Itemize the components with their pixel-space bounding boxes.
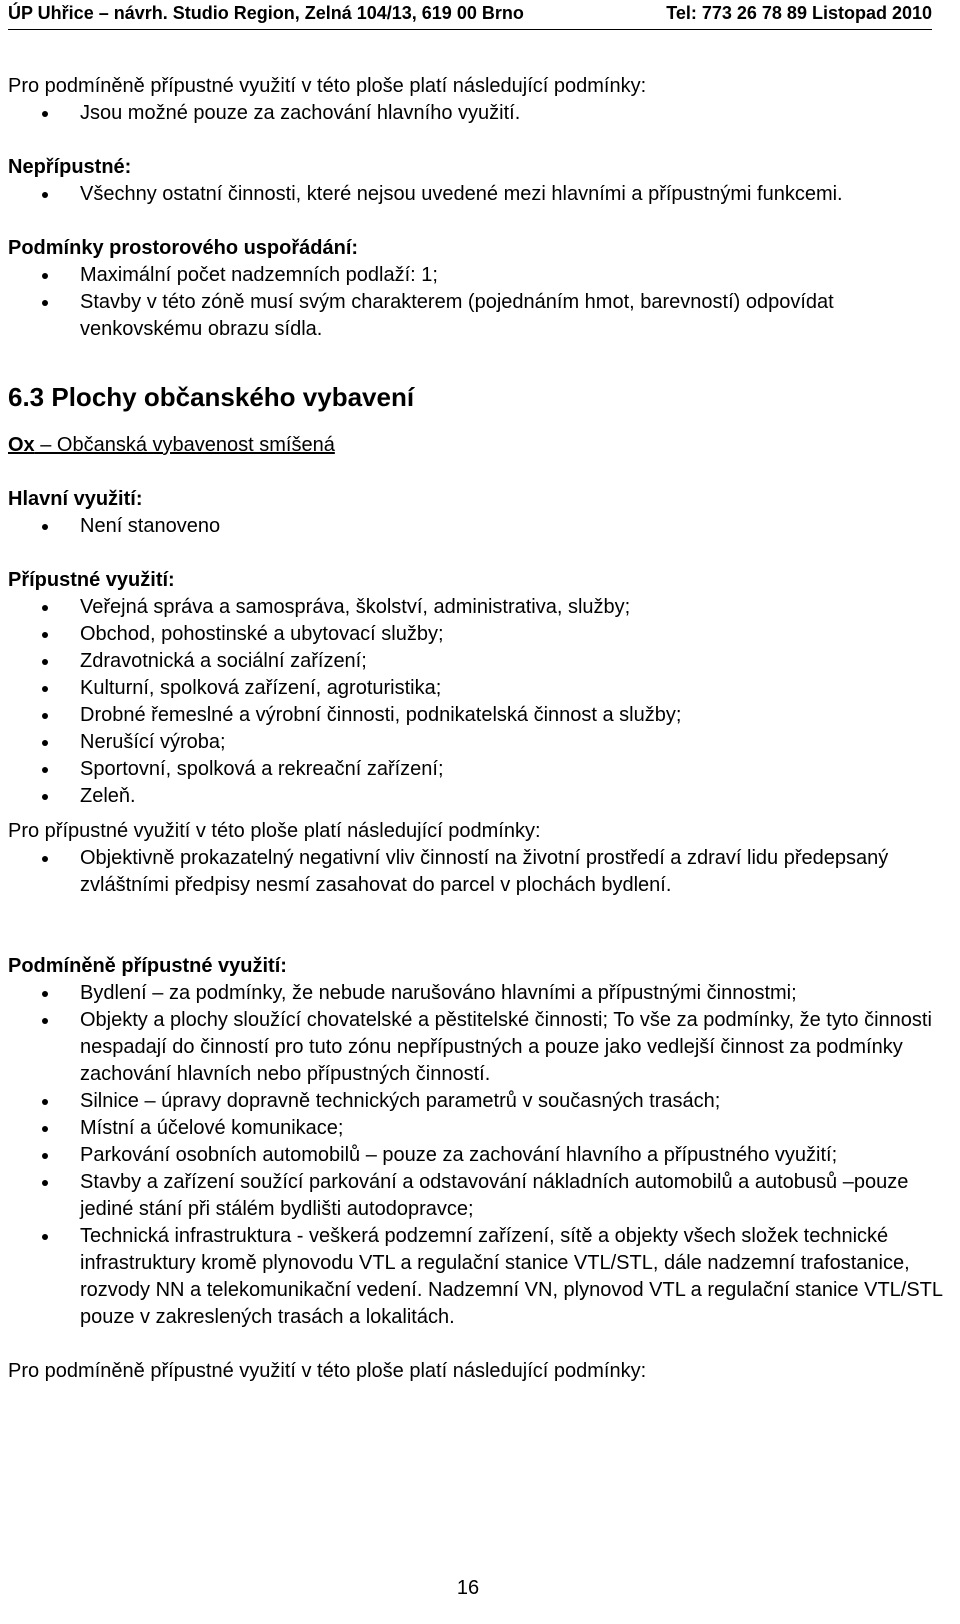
- main-use-heading: Hlavní využití:: [8, 488, 143, 510]
- page-header: [8, 3, 932, 30]
- list-item: Jsou možné pouze za zachování hlavního využití.: [8, 100, 943, 127]
- list-item: Místní a účelové komunikace;: [8, 1115, 943, 1142]
- document-body: [8, 73, 943, 1385]
- conditional-list: [8, 980, 943, 1331]
- list-item: Zeleň.: [8, 783, 943, 810]
- prohibited-list: [8, 181, 943, 208]
- list-item: Stavby a zařízení soužící parkování a odstavování nákladních automobilů a autobusů –pouze jediné stání při stálém bydlišti autodopravce;: [8, 1169, 943, 1223]
- permitted-conditions-intro: Pro přípustné využití v této ploše platí následující podmínky:: [8, 820, 541, 842]
- section-subtitle: [8, 432, 943, 459]
- conditional-heading: Podmíněně přípustné využití:: [8, 955, 287, 977]
- header-left-text: ÚP Uhřice – návrh. Studio Region, Zelná 104/13, 619 00 Brno: [8, 3, 524, 23]
- list-item: Technická infrastruktura - veškerá podzemní zařízení, sítě a objekty všech složek technické infrastruktury kromě plynovodu VTL a regulační stanice VTL/STL, dále nadzemní trafostanice, rozvody NN a telekomunikační vedení. Nadzemní VN, plynovod VTL a regulační stanice VTL/STL pouze v zakreslených trasách a lokalitách.: [8, 1223, 943, 1331]
- list-item: Zdravotnická a sociální zařízení;: [8, 648, 943, 675]
- conditional-conditions-intro-2: Pro podmíněně přípustné využití v této ploše platí následující podmínky:: [8, 1360, 647, 1382]
- list-item: Kulturní, spolková zařízení, agroturistika;: [8, 675, 943, 702]
- list-item: Objekty a plochy sloužící chovatelské a pěstitelské činnosti; To vše za podmínky, že tyto činnosti nespadají do činností pro tuto zónu nepřípustných a pouze jako vedlejší činnost za podmínky zachování hlavních nebo přípustných činností.: [8, 1007, 943, 1088]
- list-item: Není stanoveno: [8, 513, 943, 540]
- zone-code: Ox: [8, 434, 35, 456]
- permitted-conditions-list: [8, 845, 943, 899]
- list-item: Parkování osobních automobilů – pouze za zachování hlavního a přípustného využití;: [8, 1142, 943, 1169]
- header-right-text: Tel: 773 26 78 89 Listopad 2010: [666, 3, 932, 23]
- main-use-list: [8, 513, 943, 540]
- list-item: Všechny ostatní činnosti, které nejsou uvedené mezi hlavními a přípustnými funkcemi.: [8, 181, 943, 208]
- spatial-heading: Podmínky prostorového uspořádání:: [8, 237, 359, 259]
- prohibited-heading: Nepřípustné:: [8, 156, 132, 178]
- conditional-conditions-list: [8, 100, 943, 127]
- list-item: Nerušící výroba;: [8, 729, 943, 756]
- list-item: Stavby v této zóně musí svým charakterem (pojednáním hmot, barevností) odpovídat venkovskému obrazu sídla.: [8, 289, 943, 343]
- conditional-conditions-intro: Pro podmíněně přípustné využití v této ploše platí následující podmínky:: [8, 75, 647, 97]
- list-item: Bydlení – za podmínky, že nebude narušováno hlavními a přípustnými činnostmi;: [8, 980, 943, 1007]
- list-item: Drobné řemeslné a výrobní činnosti, podnikatelská činnost a služby;: [8, 702, 943, 729]
- list-item: Silnice – úpravy dopravně technických parametrů v současných trasách;: [8, 1088, 943, 1115]
- section-title: 6.3 Plochy občanského vybavení: [8, 382, 415, 412]
- list-item: Veřejná správa a samospráva, školství, administrativa, služby;: [8, 594, 943, 621]
- list-item: Obchod, pohostinské a ubytovací služby;: [8, 621, 943, 648]
- list-item: Objektivně prokazatelný negativní vliv činností na životní prostředí a zdraví lidu předepsaný zvláštními předpisy nesmí zasahovat do parcel v plochách bydlení.: [8, 845, 943, 899]
- page-number: 16: [456, 1577, 480, 1599]
- zone-name: – Občanská vybavenost smíšená: [34, 434, 335, 456]
- spatial-list: [8, 262, 943, 343]
- permitted-list: [8, 594, 943, 810]
- permitted-heading: Přípustné využití:: [8, 569, 175, 591]
- list-item: Maximální počet nadzemních podlaží: 1;: [8, 262, 943, 289]
- list-item: Sportovní, spolková a rekreační zařízení;: [8, 756, 943, 783]
